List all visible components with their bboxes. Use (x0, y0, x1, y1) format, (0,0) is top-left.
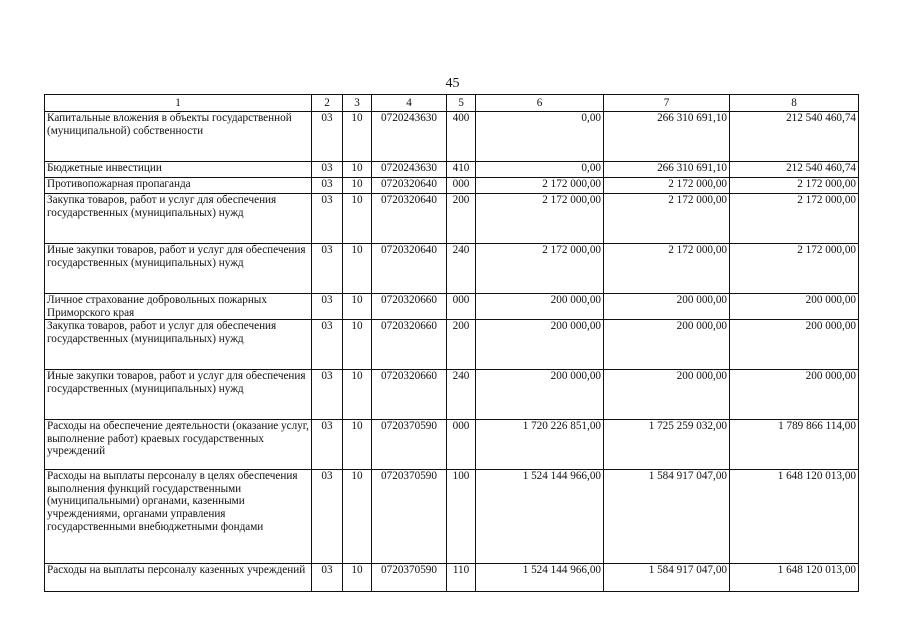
table-row (45, 320, 859, 370)
row-name-cell: Расходы на выплаты персоналу казенных учреждений (45, 564, 312, 592)
row-name-cell: Бюджетные инвестиции (45, 162, 312, 178)
target-article-cell: 0720243630 (372, 162, 447, 178)
amount-col7-cell: 200 000,00 (604, 294, 730, 320)
row-name-cell: Расходы на выплаты персоналу в целях обеспечения выполнения функций государственными (муниципальными) органами, казенными учреждениями, органами управления государственными внебюджетными фондами (45, 470, 312, 564)
row-name-cell: Закупка товаров, работ и услуг для обеспечения государственных (муниципальных) нужд (45, 320, 312, 370)
expense-type-cell: 200 (447, 194, 476, 244)
expense-type-cell: 400 (447, 112, 476, 162)
section-code-cell: 03 (312, 194, 343, 244)
table-row (45, 420, 859, 470)
table-row (45, 294, 859, 320)
expense-type-cell: 240 (447, 244, 476, 294)
target-article-cell: 0720370590 (372, 564, 447, 592)
amount-col8-cell: 1 789 866 114,00 (730, 420, 859, 470)
amount-col8-cell: 212 540 460,74 (730, 162, 859, 178)
row-name-cell: Иные закупки товаров, работ и услуг для обеспечения государственных (муниципальных) нужд (45, 370, 312, 420)
section-code-cell: 03 (312, 470, 343, 564)
table-row (45, 564, 859, 592)
row-name-cell: Противопожарная пропаганда (45, 178, 312, 194)
amount-col6-cell: 0,00 (476, 112, 604, 162)
amount-col7-cell: 1 584 917 047,00 (604, 564, 730, 592)
amount-col6-cell: 1 524 144 966,00 (476, 564, 604, 592)
amount-col8-cell: 2 172 000,00 (730, 244, 859, 294)
amount-col6-cell: 1 720 226 851,00 (476, 420, 604, 470)
table-row (45, 470, 859, 564)
subsection-code-cell: 10 (343, 244, 372, 294)
row-name-cell: Расходы на обеспечение деятельности (оказание услуг, выполнение работ) краевых государственных учреждений (45, 420, 312, 470)
amount-col6-cell: 2 172 000,00 (476, 244, 604, 294)
column-header: 7 (604, 95, 730, 112)
table-row (45, 370, 859, 420)
expense-type-cell: 110 (447, 564, 476, 592)
subsection-code-cell: 10 (343, 112, 372, 162)
target-article-cell: 0720370590 (372, 420, 447, 470)
expense-type-cell: 000 (447, 294, 476, 320)
column-header: 4 (372, 95, 447, 112)
subsection-code-cell: 10 (343, 194, 372, 244)
table-header-row (45, 95, 859, 112)
section-code-cell: 03 (312, 564, 343, 592)
amount-col8-cell: 1 648 120 013,00 (730, 564, 859, 592)
expense-type-cell: 000 (447, 178, 476, 194)
amount-col8-cell: 200 000,00 (730, 320, 859, 370)
column-header: 5 (447, 95, 476, 112)
amount-col7-cell: 1 725 259 032,00 (604, 420, 730, 470)
amount-col7-cell: 1 584 917 047,00 (604, 470, 730, 564)
row-name-cell: Закупка товаров, работ и услуг для обеспечения государственных (муниципальных) нужд (45, 194, 312, 244)
table-row (45, 178, 859, 194)
subsection-code-cell: 10 (343, 420, 372, 470)
column-header: 1 (45, 95, 312, 112)
amount-col6-cell: 200 000,00 (476, 370, 604, 420)
amount-col6-cell: 2 172 000,00 (476, 178, 604, 194)
table-row (45, 244, 859, 294)
column-header: 3 (343, 95, 372, 112)
subsection-code-cell: 10 (343, 178, 372, 194)
budget-table (44, 94, 859, 592)
table-row (45, 112, 859, 162)
amount-col8-cell: 1 648 120 013,00 (730, 470, 859, 564)
section-code-cell: 03 (312, 112, 343, 162)
table-row (45, 194, 859, 244)
section-code-cell: 03 (312, 244, 343, 294)
section-code-cell: 03 (312, 294, 343, 320)
amount-col7-cell: 200 000,00 (604, 370, 730, 420)
row-name-cell: Капитальные вложения в объекты государственной (муниципальной) собственности (45, 112, 312, 162)
target-article-cell: 0720320640 (372, 244, 447, 294)
expense-type-cell: 240 (447, 370, 476, 420)
expense-type-cell: 410 (447, 162, 476, 178)
column-header: 8 (730, 95, 859, 112)
amount-col6-cell: 200 000,00 (476, 294, 604, 320)
amount-col8-cell: 2 172 000,00 (730, 194, 859, 244)
row-name-cell: Иные закупки товаров, работ и услуг для обеспечения государственных (муниципальных) нужд (45, 244, 312, 294)
table-row (45, 162, 859, 178)
section-code-cell: 03 (312, 320, 343, 370)
section-code-cell: 03 (312, 178, 343, 194)
target-article-cell: 0720320640 (372, 178, 447, 194)
amount-col8-cell: 200 000,00 (730, 370, 859, 420)
subsection-code-cell: 10 (343, 162, 372, 178)
subsection-code-cell: 10 (343, 564, 372, 592)
expense-type-cell: 200 (447, 320, 476, 370)
column-header: 6 (476, 95, 604, 112)
subsection-code-cell: 10 (343, 370, 372, 420)
amount-col7-cell: 200 000,00 (604, 320, 730, 370)
amount-col7-cell: 2 172 000,00 (604, 178, 730, 194)
section-code-cell: 03 (312, 370, 343, 420)
target-article-cell: 0720320640 (372, 194, 447, 244)
target-article-cell: 0720320660 (372, 320, 447, 370)
column-header: 2 (312, 95, 343, 112)
amount-col8-cell: 200 000,00 (730, 294, 859, 320)
subsection-code-cell: 10 (343, 294, 372, 320)
amount-col7-cell: 2 172 000,00 (604, 194, 730, 244)
table-body (45, 112, 859, 592)
amount-col7-cell: 266 310 691,10 (604, 162, 730, 178)
expense-type-cell: 100 (447, 470, 476, 564)
target-article-cell: 0720370590 (372, 470, 447, 564)
section-code-cell: 03 (312, 162, 343, 178)
subsection-code-cell: 10 (343, 320, 372, 370)
amount-col6-cell: 0,00 (476, 162, 604, 178)
amount-col6-cell: 200 000,00 (476, 320, 604, 370)
subsection-code-cell: 10 (343, 470, 372, 564)
page-number: 45 (445, 76, 460, 91)
amount-col6-cell: 1 524 144 966,00 (476, 470, 604, 564)
amount-col7-cell: 266 310 691,10 (604, 112, 730, 162)
amount-col7-cell: 2 172 000,00 (604, 244, 730, 294)
section-code-cell: 03 (312, 420, 343, 470)
target-article-cell: 0720320660 (372, 370, 447, 420)
amount-col8-cell: 2 172 000,00 (730, 178, 859, 194)
amount-col6-cell: 2 172 000,00 (476, 194, 604, 244)
target-article-cell: 0720320660 (372, 294, 447, 320)
expense-type-cell: 000 (447, 420, 476, 470)
target-article-cell: 0720243630 (372, 112, 447, 162)
amount-col8-cell: 212 540 460,74 (730, 112, 859, 162)
row-name-cell: Личное страхование добровольных пожарных Приморского края (45, 294, 312, 320)
